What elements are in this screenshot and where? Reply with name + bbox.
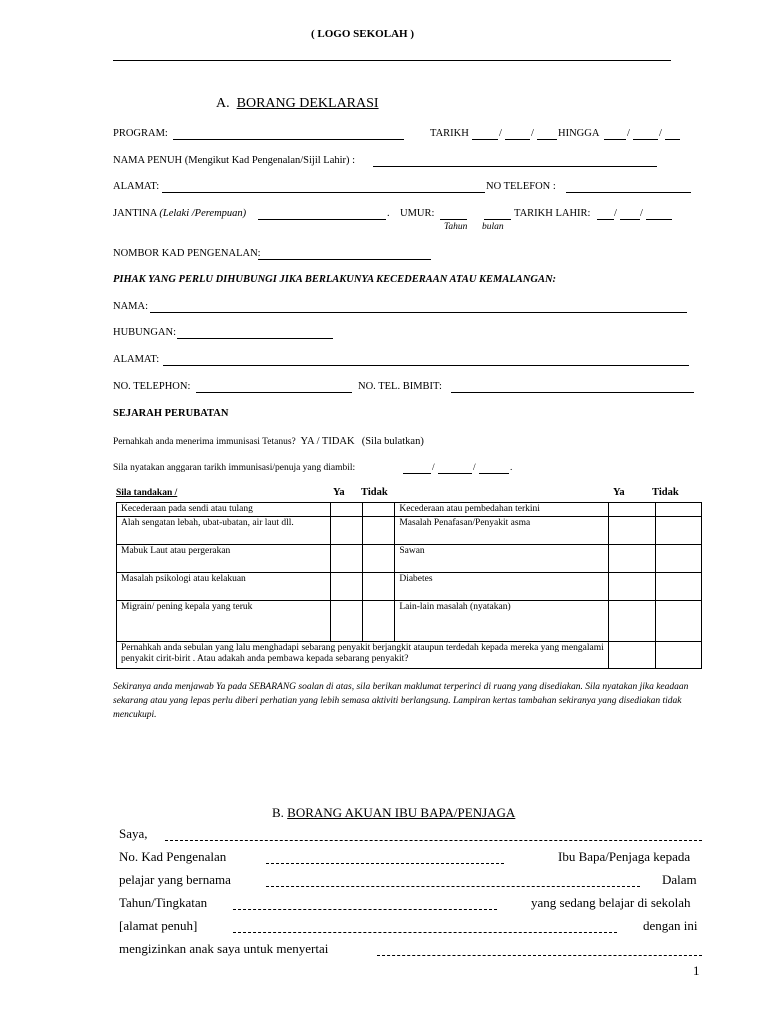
nombor-kad-label: NOMBOR KAD PENGENALAN: <box>113 248 261 259</box>
hubungan-label: HUBUNGAN: <box>113 327 176 338</box>
jantina-label: JANTINA (Lelaki /Perempuan) <box>113 208 247 219</box>
slash: / <box>473 463 476 473</box>
dengan-ini-label: dengan ini <box>643 918 698 933</box>
nombor-kad-field[interactable] <box>258 259 431 260</box>
alamat-penuh-label: [alamat penuh] <box>119 918 198 933</box>
immunisation-month-field[interactable] <box>438 473 472 474</box>
no-tel-bimbit-field[interactable] <box>451 392 694 393</box>
umur-tahun-field[interactable] <box>440 219 467 220</box>
tidak-checkbox[interactable] <box>363 517 395 545</box>
slash: / <box>432 463 435 473</box>
condition-cell: Kecederaan atau pembedahan terkini <box>395 503 609 517</box>
condition-cell: Masalah Penafasan/Penyakit asma <box>395 517 609 545</box>
tidak-checkbox[interactable] <box>655 642 701 669</box>
table-row <box>117 573 702 601</box>
alamat2-label: ALAMAT: <box>113 354 160 365</box>
section-a-title: A. BORANG DEKLARASI <box>216 96 379 111</box>
logo-placeholder: ( LOGO SEKOLAH ) <box>311 28 414 40</box>
ya-checkbox[interactable] <box>609 503 655 517</box>
condition-cell: Diabetes <box>395 573 609 601</box>
ibu-bapa-label: Ibu Bapa/Penjaga kepada <box>558 849 691 864</box>
health-table <box>116 502 702 669</box>
dot: . <box>387 208 390 219</box>
tidak-header: Tidak <box>361 487 388 498</box>
ya-header-2: Ya <box>613 487 625 498</box>
jantina-field[interactable] <box>258 219 386 220</box>
nama-field[interactable] <box>150 312 687 313</box>
tidak-checkbox[interactable] <box>363 503 395 517</box>
program-label: PROGRAM: <box>113 128 168 139</box>
hingga-day-field[interactable] <box>604 139 626 140</box>
ya-checkbox[interactable] <box>609 517 655 545</box>
nama-penuh-label: NAMA PENUH (Mengikut Kad Pengenalan/Sijil Lahir) : <box>113 155 356 166</box>
slash: / <box>640 208 643 219</box>
pelajar-field[interactable] <box>266 886 640 887</box>
ya-checkbox[interactable] <box>609 545 655 573</box>
ya-checkbox[interactable] <box>609 601 655 642</box>
tidak-checkbox[interactable] <box>655 573 701 601</box>
tidak-checkbox[interactable] <box>655 545 701 573</box>
tidak-checkbox[interactable] <box>655 601 701 642</box>
page-number: 1 <box>693 963 700 978</box>
nama-label: NAMA: <box>113 301 149 312</box>
tarikh-month-field[interactable] <box>505 139 530 140</box>
ya-checkbox[interactable] <box>330 573 362 601</box>
no-tel-bimbit-label: NO. TEL. BIMBIT: <box>358 381 442 392</box>
hingga-label: HINGGA <box>558 128 600 139</box>
instruction-note: Sekiranya anda menjawab Ya pada SEBARANG soalan di atas, sila berikan maklumat terperinci di ruang yang disediakan. Sila nyatakan jika keadaan sekarang atau yang lepas perlu diberi perhatian yang lebih semasa aktiviti berlangsung. Lampiran kertas tambahan sekiranya yang disediakan tidak mencukupi. <box>113 682 689 720</box>
tahun-tingkatan-label: Tahun/Tingkatan <box>119 895 208 910</box>
hubungan-field[interactable] <box>177 338 333 339</box>
medical-heading: SEJARAH PERUBATAN <box>113 408 229 419</box>
condition-cell: Migrain/ pening kepala yang teruk <box>117 601 331 642</box>
umur-bulan-field[interactable] <box>484 219 511 220</box>
no-telephon-field[interactable] <box>196 392 352 393</box>
immunisation-year-field[interactable] <box>479 473 509 474</box>
nama-penuh-field[interactable] <box>373 166 657 167</box>
ya-checkbox[interactable] <box>330 517 362 545</box>
contagious-question-cell: Pernahkah anda sebulan yang lalu menghadapi sebarang penyakit berjangkit ataupun terdedah kepada mereka yang mengalami penyakit cirit-birit . Atau adakah anda pembawa kepada sebarang penyakit? <box>117 642 609 669</box>
emergency-heading: PIHAK YANG PERLU DIHUBUNGI JIKA BERLAKUNYA KECEDERAAN ATAU KEMALANGAN: <box>113 274 557 285</box>
tidak-checkbox[interactable] <box>655 503 701 517</box>
slash: / <box>627 128 630 139</box>
tidak-header-2: Tidak <box>652 487 679 498</box>
ya-checkbox[interactable] <box>330 545 362 573</box>
program-field[interactable] <box>173 139 404 140</box>
table-row <box>117 545 702 573</box>
no-telefon-field[interactable] <box>566 192 691 193</box>
lahir-year-field[interactable] <box>646 219 672 220</box>
ya-header: Ya <box>333 487 345 498</box>
table-row <box>117 503 702 517</box>
immunisation-question: Pernahkah anda menerima immunisasi Tetanus? YA / TIDAK (Sila bulatkan) <box>113 436 424 447</box>
saya-field[interactable] <box>165 840 702 841</box>
mengizinkan-label: mengizinkan anak saya untuk menyertai <box>119 941 329 956</box>
dot: . <box>510 463 513 473</box>
tarikh-day-field[interactable] <box>472 139 498 140</box>
condition-cell: Masalah psikologi atau kelakuan <box>117 573 331 601</box>
no-kad-label: No. Kad Pengenalan <box>119 849 227 864</box>
alamat2-field[interactable] <box>163 365 689 366</box>
table-header-label: Sila tandakan / <box>116 488 178 498</box>
condition-cell: Kecederaan pada sendi atau tulang <box>117 503 331 517</box>
tarikh-lahir-label: TARIKH LAHIR: <box>514 208 591 219</box>
no-kad-field[interactable] <box>266 863 504 864</box>
tidak-checkbox[interactable] <box>363 573 395 601</box>
tahun-caption: Tahun <box>444 222 468 232</box>
condition-cell: Mabuk Laut atau pergerakan <box>117 545 331 573</box>
saya-label: Saya, <box>119 826 148 841</box>
hingga-month-field[interactable] <box>633 139 658 140</box>
slash: / <box>499 128 502 139</box>
condition-cell: Alah sengatan lebah, ubat-ubatan, air laut dll. <box>117 517 331 545</box>
table-row <box>117 517 702 545</box>
tidak-checkbox[interactable] <box>655 517 701 545</box>
tahun-tingkatan-field[interactable] <box>233 909 497 910</box>
ya-checkbox[interactable] <box>609 642 655 669</box>
header-divider <box>113 60 671 61</box>
alamat-penuh-field[interactable] <box>233 932 617 933</box>
yang-sedang-label: yang sedang belajar di sekolah <box>531 895 691 910</box>
immunisation-date-label: Sila nyatakan anggaran tarikh immunisasi/penuja yang diambil: <box>113 463 356 473</box>
tidak-checkbox[interactable] <box>363 601 395 642</box>
tarikh-label: TARIKH <box>430 128 469 139</box>
activity-field[interactable] <box>377 955 702 956</box>
immunisation-day-field[interactable] <box>403 473 431 474</box>
lahir-month-field[interactable] <box>620 219 640 220</box>
slash: / <box>531 128 534 139</box>
no-telefon-label: NO TELEFON : <box>486 181 556 192</box>
tarikh-year-field[interactable] <box>537 139 557 140</box>
pelajar-label: pelajar yang bernama <box>119 872 231 887</box>
section-b-title: B. BORANG AKUAN IBU BAPA/PENJAGA <box>272 805 516 820</box>
condition-cell: Sawan <box>395 545 609 573</box>
table-row <box>117 601 702 642</box>
lahir-day-field[interactable] <box>597 219 614 220</box>
ya-checkbox[interactable] <box>330 601 362 642</box>
slash: / <box>614 208 617 219</box>
umur-label: UMUR: <box>400 208 435 219</box>
table-row <box>117 642 702 669</box>
no-telephon-label: NO. TELEPHON: <box>113 381 191 392</box>
condition-cell: Lain-lain masalah (nyatakan) <box>395 601 609 642</box>
ya-checkbox[interactable] <box>609 573 655 601</box>
hingga-year-field[interactable] <box>665 139 680 140</box>
tidak-checkbox[interactable] <box>363 545 395 573</box>
alamat-field[interactable] <box>162 192 485 193</box>
bulan-caption: bulan <box>482 222 504 232</box>
slash: / <box>659 128 662 139</box>
dalam-label: Dalam <box>662 872 697 887</box>
alamat-label: ALAMAT: <box>113 181 160 192</box>
ya-checkbox[interactable] <box>330 503 362 517</box>
